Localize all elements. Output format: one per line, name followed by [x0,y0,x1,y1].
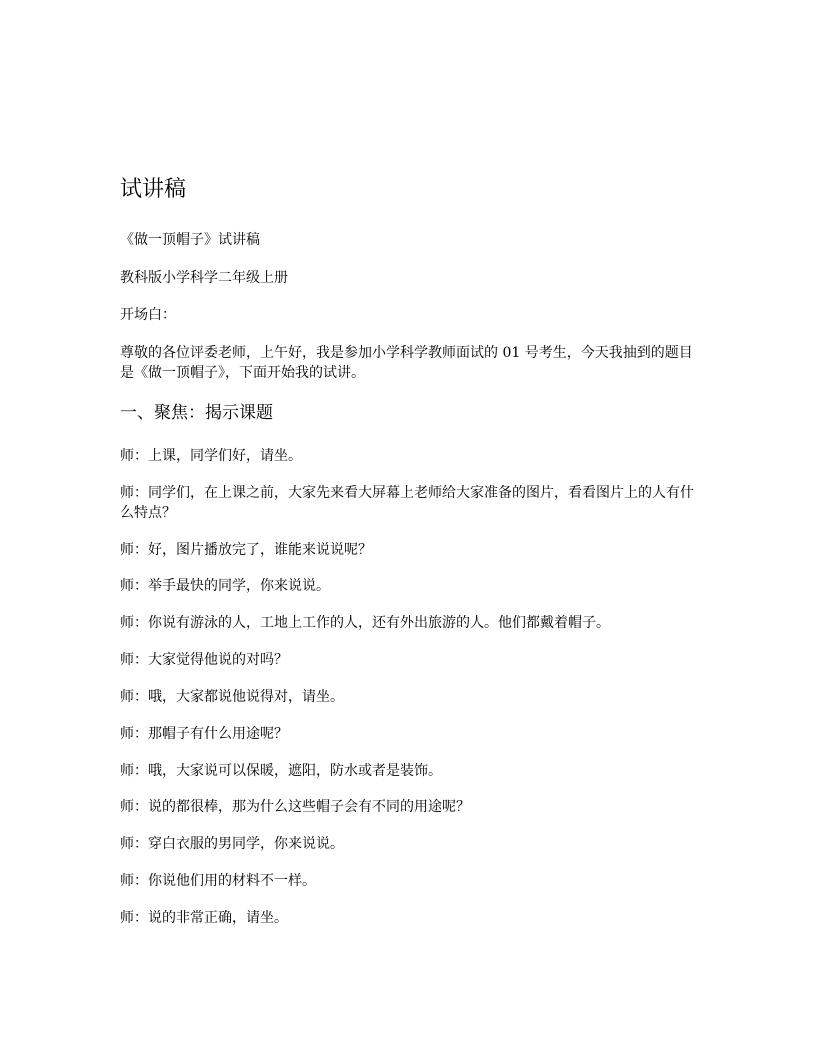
dialogue-line: 师：说的非常正确，请坐。 [120,910,288,926]
dialogue-line: 师：大家觉得他说的对吗？ [120,652,288,668]
dialogue-line: 师：那帽子有什么用途呢？ [120,726,288,742]
opening-label: 开场白： [120,307,176,323]
dialogue-line: 师：你说他们用的材料不一样。 [120,873,316,889]
textbook-info: 教科版小学科学二年级上册 [120,270,288,286]
dialogue-line: 师：举手最快的同学，你来说说。 [120,578,330,594]
dialogue-line: 师：穿白衣服的男同学，你来说说。 [120,836,344,852]
section-heading-focus: 一、聚焦：揭示课题 [120,403,273,423]
opening-paragraph: 尊敬的各位评委老师，上午好，我是参加小学科学教师面试的 01 号考生，今天我抽到的题目是《做一顶帽子》，下面开始我的试讲。 [120,345,693,381]
dialogue-line: 师：好，图片播放完了，谁能来说说呢？ [120,542,372,558]
document-title: 试讲稿 [120,177,187,202]
lesson-title: 《做一顶帽子》试讲稿 [120,232,260,248]
dialogue-line: 师：哦，大家都说他说得对，请坐。 [120,689,344,705]
dialogue-line: 师：上课，同学们好，请坐。 [120,448,302,464]
dialogue-line: 师：哦，大家说可以保暖，遮阳，防水或者是装饰。 [120,763,442,779]
dialogue-line: 师：你说有游泳的人，工地上工作的人，还有外出旅游的人。他们都戴着帽子。 [120,615,610,631]
dialogue-line: 师：同学们，在上课之前，大家先来看大屏幕上老师给大家准备的图片，看看图片上的人有什么特点？ [120,485,694,521]
dialogue-line: 师：说的都很棒，那为什么这些帽子会有不同的用途呢？ [120,799,470,815]
